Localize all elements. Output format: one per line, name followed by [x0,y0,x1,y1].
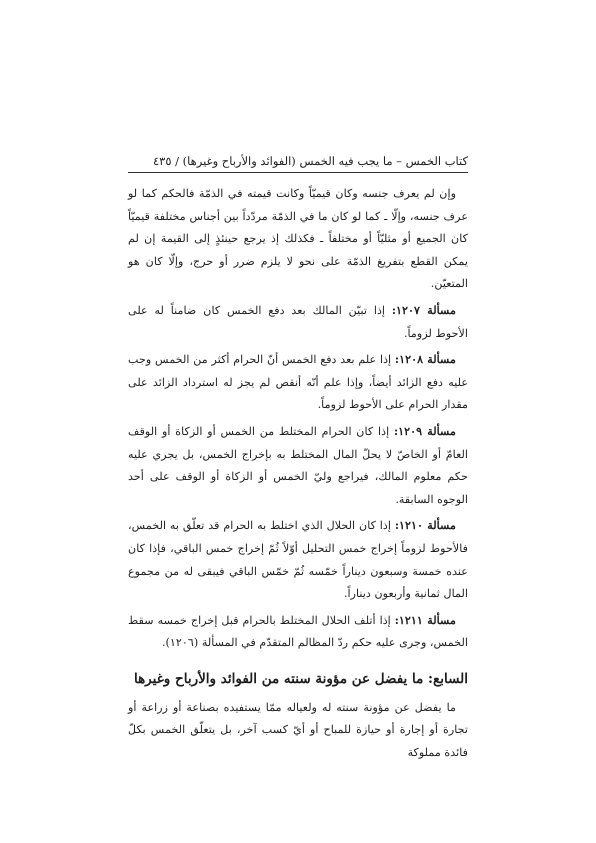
page-body [128,183,468,768]
issue-text: إذا كان الحرام المختلط من الخمس أو الزكاة أو الوقف العامّ أو الخاصّ لا يحلّ المال المختلط به بإخراج الخمس، بل يجري عليه حكم معلوم المالك، فيراجع وليّ الخمس أو الزكاة أو الوقف على أحد الوجوه السابقة. [128,424,468,506]
issue-number: مسألة ١٢١٠: [394,518,456,533]
issue-text: إذا كان الحلال الذي اختلط به الحرام قد تعلّق به الخمس، فالأحوط لزوماً إخراج خمس التحليل أوّلاً ثُمّ إخراج خمس الباقي، فإذا كان عنده خمسة وسبعون ديناراً خمّسه ثُمّ خمّس الباقي فيبقى له من مجموع المال ثمانية وأربعون ديناراً. [128,519,468,601]
running-header [128,150,468,173]
issue-1208 [128,348,468,417]
issue-number: مسألة ١٢٠٧: [391,302,456,317]
paragraph-text: وإن لم يعرف جنسه وكان قيميّاً وكانت قيمته في الذمّة فالحكم كما لو عرف جنسه، وإلّا ـ كما لو كان ما في الذمّة مردّداً بين أجناس مختلفة قيميّاً كان الجميع أو مثليّاً أو مختلفاً ـ فكذلك إذ يرجع حينئذٍ إلى القيمة إن لم يمكن القطع بتفريغ الذمّة على نحو لا يلزم ضرر أو حرج، وإلّا كان هو المتعيّن. [128,187,468,291]
header-text: كتاب الخمس – ما يجب فيه الخمس (الفوائد والأرباح وغيرها) / ٤٣٥ [152,154,468,168]
issue-1207 [128,299,468,345]
section-heading: السابع: ما يفضل عن مؤونة سنته من الفوائد والأرباح وغيرها [133,670,468,687]
issue-number: مسألة ١٢١١: [394,612,456,627]
issue-1210 [128,514,468,605]
section-paragraph: ما يفضل عن مؤونة سنته له ولعياله ممّا يستفيده بصناعة أو زراعة أو تجارة أو إجارة أو حيازة للمباح أو أيّ كسب آخر، بل يتعلّق الخمس بكلّ فائدة مملوكة [128,700,468,760]
issue-1209 [128,420,468,511]
paragraph-1 [128,183,468,296]
issue-text: إذا علم بعد دفع الخمس أنّ الحرام أكثر من الخمس وجب عليه دفع الزائد أيضاً، وإذا علم أنّه أنقص لم يجز له استرداد الزائد على مقدار الحرام على الأحوط لزوماً. [128,353,468,412]
issue-text: إذا أتلف الحلال المختلط بالحرام قبل إخراج خمسه سقط الخمس، وجرى عليه حكم ردّ المظالم المتقدّم في المسألة (١٢٠٦). [128,613,468,650]
issue-1211 [128,609,468,655]
issue-text: إذا تبيّن المالك بعد دفع الخمس كان ضامناً له على الأحوط لزوماً. [128,303,468,340]
issue-number: مسألة ١٢٠٨: [394,352,456,367]
issue-number: مسألة ١٢٠٩: [393,423,456,438]
